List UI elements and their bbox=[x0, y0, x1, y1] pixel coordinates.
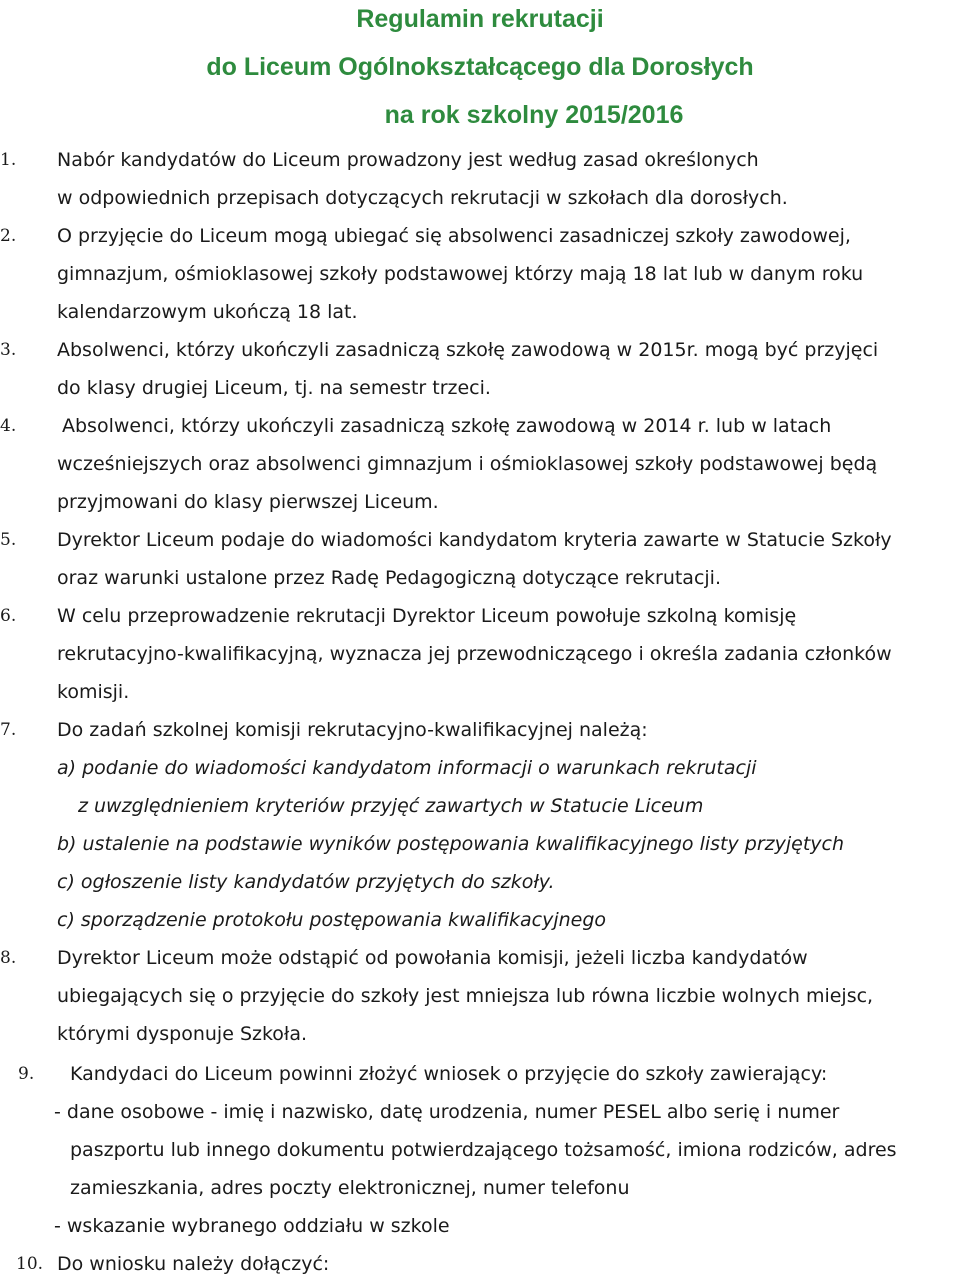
item-number: 4. bbox=[0, 416, 17, 436]
item-text: do klasy drugiej Liceum, tj. na semestr trzeci. bbox=[57, 377, 491, 399]
item-number: 6. bbox=[0, 606, 17, 626]
item-text: Dyrektor Liceum może odstąpić od powołania komisji, jeżeli liczba kandydatów bbox=[57, 947, 808, 969]
title-line-1: Regulamin rekrutacji bbox=[356, 5, 604, 33]
item-text: wcześniejszych oraz absolwenci gimnazjum i ośmioklasowej szkoły podstawowej będą bbox=[57, 453, 878, 475]
item-text: ubiegających się o przyjęcie do szkoły jest mniejsza lub równa liczbie wolnych miejsc, bbox=[57, 985, 874, 1007]
item-number: 8. bbox=[0, 948, 17, 968]
item-text: Dyrektor Liceum podaje do wiadomości kandydatom kryteria zawarte w Statucie Szkoły bbox=[57, 529, 892, 551]
title-line-2: do Liceum Ogólnokształcącego dla Dorosłych bbox=[206, 53, 754, 81]
item-number: 5. bbox=[0, 530, 17, 550]
subitem-text: c) sporządzenie protokołu postępowania kwalifikacyjnego bbox=[57, 909, 607, 931]
item-text: Absolwenci, którzy ukończyli zasadniczą szkołę zawodową w 2014 r. lub w latach bbox=[62, 415, 832, 437]
item-text: Nabór kandydatów do Liceum prowadzony jest według zasad określonych bbox=[57, 149, 759, 171]
item-number: 1. bbox=[0, 150, 17, 170]
item-number: 3. bbox=[0, 340, 17, 360]
subitem-text: c) ogłoszenie listy kandydatów przyjętych do szkoły. bbox=[57, 871, 555, 893]
subitem-text: z uwzględnieniem kryteriów przyjęć zawartych w Statucie Liceum bbox=[78, 795, 704, 817]
item-text: przyjmowani do klasy pierwszej Liceum. bbox=[57, 491, 439, 513]
item-number: 10. bbox=[16, 1254, 44, 1274]
item-text: gimnazjum, ośmioklasowej szkoły podstawowej którzy mają 18 lat lub w danym roku bbox=[57, 263, 864, 285]
item-text: którymi dysponuje Szkoła. bbox=[57, 1023, 308, 1045]
item-text: oraz warunki ustalone przez Radę Pedagogiczną dotyczące rekrutacji. bbox=[57, 567, 721, 589]
subitem-text: b) ustalenie na podstawie wyników postępowania kwalifikacyjnego listy przyjętych bbox=[57, 833, 844, 855]
title-line-3: na rok szkolny 2015/2016 bbox=[384, 101, 684, 129]
subitem-text: a) podanie do wiadomości kandydatom informacji o warunkach rekrutacji bbox=[57, 757, 757, 779]
item-text: w odpowiednich przepisach dotyczących rekrutacji w szkołach dla dorosłych. bbox=[57, 187, 788, 209]
item-text: O przyjęcie do Liceum mogą ubiegać się absolwenci zasadniczej szkoły zawodowej, bbox=[57, 225, 851, 247]
subitem-text: - wskazanie wybranego oddziału w szkole bbox=[54, 1215, 450, 1237]
item-text: Do zadań szkolnej komisji rekrutacyjno-kwalifikacyjnej należą: bbox=[57, 719, 648, 741]
subitem-text: zamieszkania, adres poczty elektronicznej, numer telefonu bbox=[70, 1177, 630, 1199]
item-number: 7. bbox=[0, 720, 17, 740]
item-text: Do wniosku należy dołączyć: bbox=[57, 1253, 330, 1275]
item-text: kalendarzowym ukończą 18 lat. bbox=[57, 301, 358, 323]
item-text: W celu przeprowadzenie rekrutacji Dyrektor Liceum powołuje szkolną komisję bbox=[57, 605, 797, 627]
item-text: Kandydaci do Liceum powinni złożyć wniosek o przyjęcie do szkoły zawierający: bbox=[70, 1063, 828, 1085]
subitem-text: - dane osobowe - imię i nazwisko, datę urodzenia, numer PESEL albo serię i numer bbox=[54, 1101, 840, 1123]
item-text: rekrutacyjno-kwalifikacyjną, wyznacza jej przewodniczącego i określa zadania członków bbox=[57, 643, 892, 665]
item-text: Absolwenci, którzy ukończyli zasadniczą szkołę zawodową w 2015r. mogą być przyjęci bbox=[57, 339, 879, 361]
item-text: komisji. bbox=[57, 681, 130, 703]
subitem-text: paszportu lub innego dokumentu potwierdzającego tożsamość, imiona rodziców, adres bbox=[70, 1139, 897, 1161]
item-number: 9. bbox=[18, 1064, 35, 1084]
item-number: 2. bbox=[0, 226, 17, 246]
